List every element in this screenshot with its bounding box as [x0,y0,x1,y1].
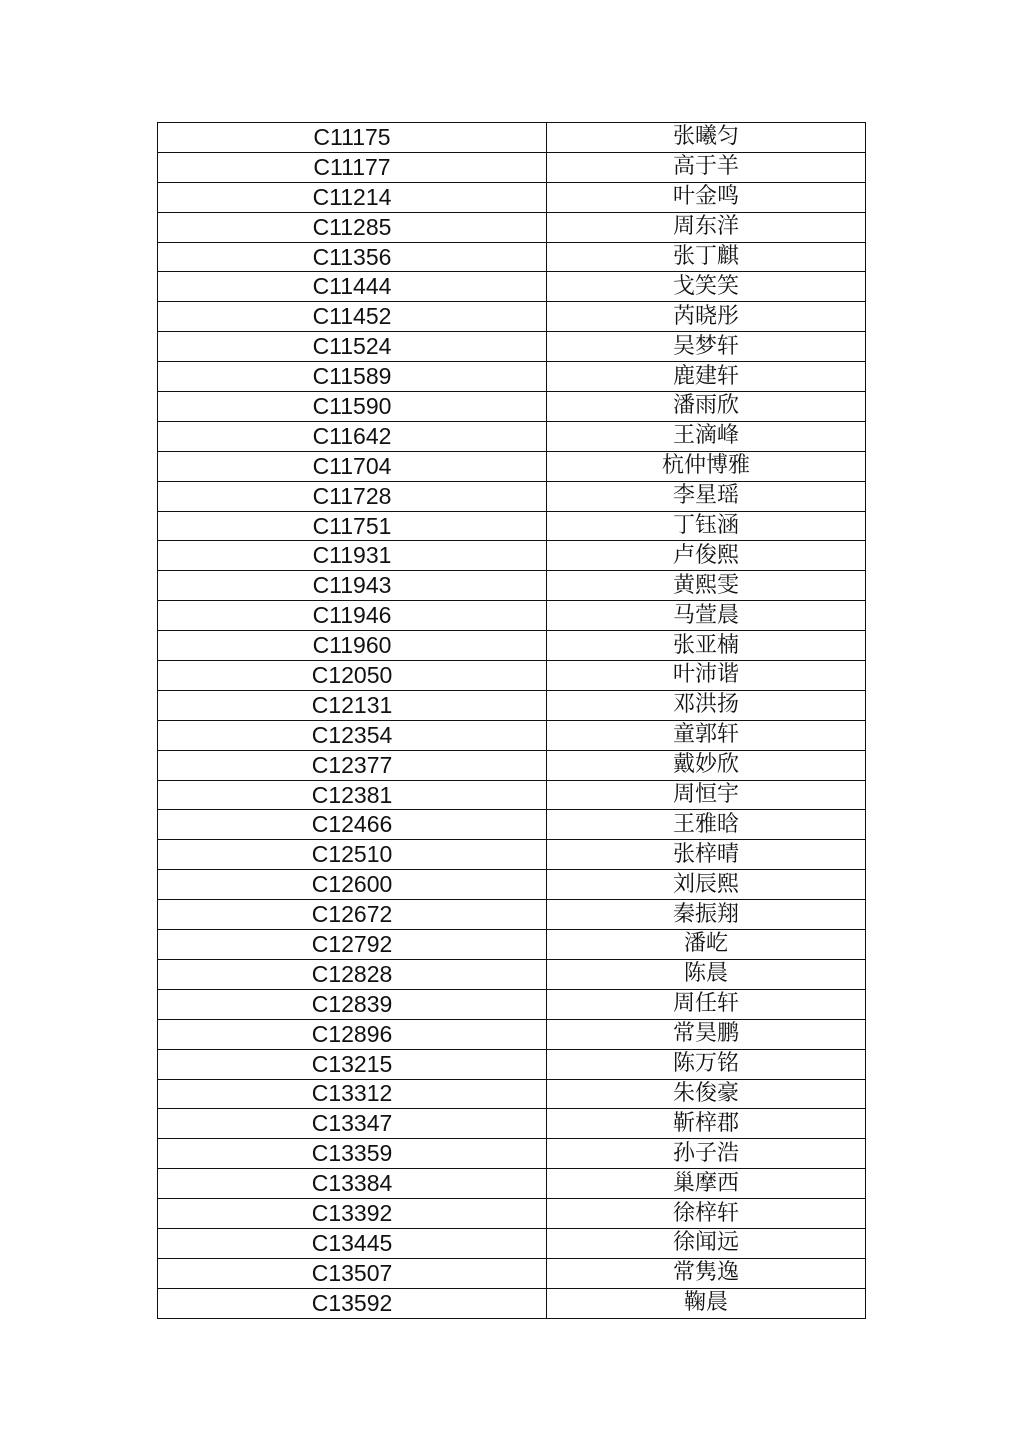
table-row [158,930,866,960]
student-id-cell: C11946 [158,601,547,631]
roster-table-body [158,123,866,1319]
student-name-cell: 潘屹 [547,930,866,960]
student-name-cell: 张亚楠 [547,631,866,661]
table-row [158,332,866,362]
table-row [158,242,866,272]
student-id-cell: C13359 [158,1139,547,1169]
table-row [158,631,866,661]
student-name-cell: 吴梦轩 [547,332,866,362]
student-name-cell: 徐闻远 [547,1228,866,1258]
student-name-cell: 黄熙雯 [547,571,866,601]
student-name-cell: 马萱晨 [547,601,866,631]
student-name-cell: 刘辰熙 [547,870,866,900]
student-id-cell: C11175 [158,123,547,153]
student-id-cell: C12377 [158,750,547,780]
table-row [158,601,866,631]
student-id-cell: C12466 [158,810,547,840]
student-id-cell: C13384 [158,1169,547,1199]
student-name-cell: 王滴峰 [547,421,866,451]
student-id-cell: C12131 [158,690,547,720]
table-row [158,123,866,153]
student-id-cell: C11943 [158,571,547,601]
student-name-cell: 陈晨 [547,959,866,989]
table-row [158,1288,866,1318]
table-row [158,362,866,392]
student-id-cell: C13392 [158,1199,547,1229]
student-id-cell: C12896 [158,1019,547,1049]
student-name-cell: 戈笑笑 [547,272,866,302]
table-row [158,421,866,451]
student-id-cell: C11214 [158,182,547,212]
table-row [158,661,866,691]
table-row [158,690,866,720]
student-name-cell: 孙子浩 [547,1139,866,1169]
table-row [158,780,866,810]
table-row [158,810,866,840]
table-row [158,900,866,930]
student-id-cell: C12839 [158,989,547,1019]
student-name-cell: 潘雨欣 [547,392,866,422]
student-id-cell: C12510 [158,840,547,870]
student-id-cell: C13347 [158,1109,547,1139]
table-row [158,272,866,302]
student-id-cell: C11444 [158,272,547,302]
student-id-cell: C13215 [158,1049,547,1079]
student-id-cell: C11642 [158,421,547,451]
student-id-cell: C11751 [158,511,547,541]
student-name-cell: 张曦匀 [547,123,866,153]
table-row [158,750,866,780]
student-id-cell: C11589 [158,362,547,392]
table-row [158,1139,866,1169]
table-row [158,720,866,750]
student-name-cell: 张丁麒 [547,242,866,272]
student-name-cell: 丁钰涵 [547,511,866,541]
student-id-cell: C13312 [158,1079,547,1109]
student-name-cell: 叶金鸣 [547,182,866,212]
student-id-cell: C11524 [158,332,547,362]
table-row [158,481,866,511]
student-id-cell: C12600 [158,870,547,900]
student-id-cell: C13592 [158,1288,547,1318]
table-row [158,1019,866,1049]
student-id-cell: C11356 [158,242,547,272]
student-id-cell: C13507 [158,1258,547,1288]
table-row [158,1109,866,1139]
table-row [158,392,866,422]
roster-table [157,122,866,1319]
student-name-cell: 靳梓郡 [547,1109,866,1139]
table-row [158,1199,866,1229]
table-row [158,1049,866,1079]
table-row [158,511,866,541]
student-name-cell: 鞠晨 [547,1288,866,1318]
student-id-cell: C11960 [158,631,547,661]
student-name-cell: 常隽逸 [547,1258,866,1288]
student-name-cell: 卢俊熙 [547,541,866,571]
student-id-cell: C12828 [158,959,547,989]
table-row [158,989,866,1019]
table-row [158,302,866,332]
table-row [158,1169,866,1199]
student-id-cell: C11177 [158,152,547,182]
student-name-cell: 张梓晴 [547,840,866,870]
student-name-cell: 戴妙欣 [547,750,866,780]
student-name-cell: 巢摩西 [547,1169,866,1199]
student-name-cell: 周任轩 [547,989,866,1019]
table-row [158,1228,866,1258]
student-name-cell: 周恒宇 [547,780,866,810]
student-name-cell: 邓洪扬 [547,690,866,720]
student-id-cell: C12792 [158,930,547,960]
student-id-cell: C12354 [158,720,547,750]
table-row [158,571,866,601]
student-name-cell: 秦振翔 [547,900,866,930]
student-id-cell: C12381 [158,780,547,810]
table-row [158,451,866,481]
student-id-cell: C11704 [158,451,547,481]
table-row [158,840,866,870]
student-id-cell: C11590 [158,392,547,422]
student-id-cell: C13445 [158,1228,547,1258]
student-name-cell: 杭仲博雅 [547,451,866,481]
table-row [158,1258,866,1288]
student-name-cell: 高于羊 [547,152,866,182]
student-name-cell: 陈万铭 [547,1049,866,1079]
student-id-cell: C11452 [158,302,547,332]
student-name-cell: 鹿建轩 [547,362,866,392]
student-id-cell: C12050 [158,661,547,691]
student-name-cell: 周东洋 [547,212,866,242]
table-row [158,182,866,212]
student-name-cell: 李星瑶 [547,481,866,511]
student-name-cell: 叶沛谐 [547,661,866,691]
student-name-cell: 芮晓彤 [547,302,866,332]
student-name-cell: 朱俊豪 [547,1079,866,1109]
student-name-cell: 徐梓轩 [547,1199,866,1229]
table-row [158,1079,866,1109]
student-id-cell: C12672 [158,900,547,930]
table-row [158,870,866,900]
student-id-cell: C11931 [158,541,547,571]
student-name-cell: 常昊鹏 [547,1019,866,1049]
student-id-cell: C11285 [158,212,547,242]
table-row [158,152,866,182]
table-row [158,959,866,989]
student-name-cell: 王雅晗 [547,810,866,840]
student-id-cell: C11728 [158,481,547,511]
student-name-cell: 童郭轩 [547,720,866,750]
table-row [158,212,866,242]
table-row [158,541,866,571]
